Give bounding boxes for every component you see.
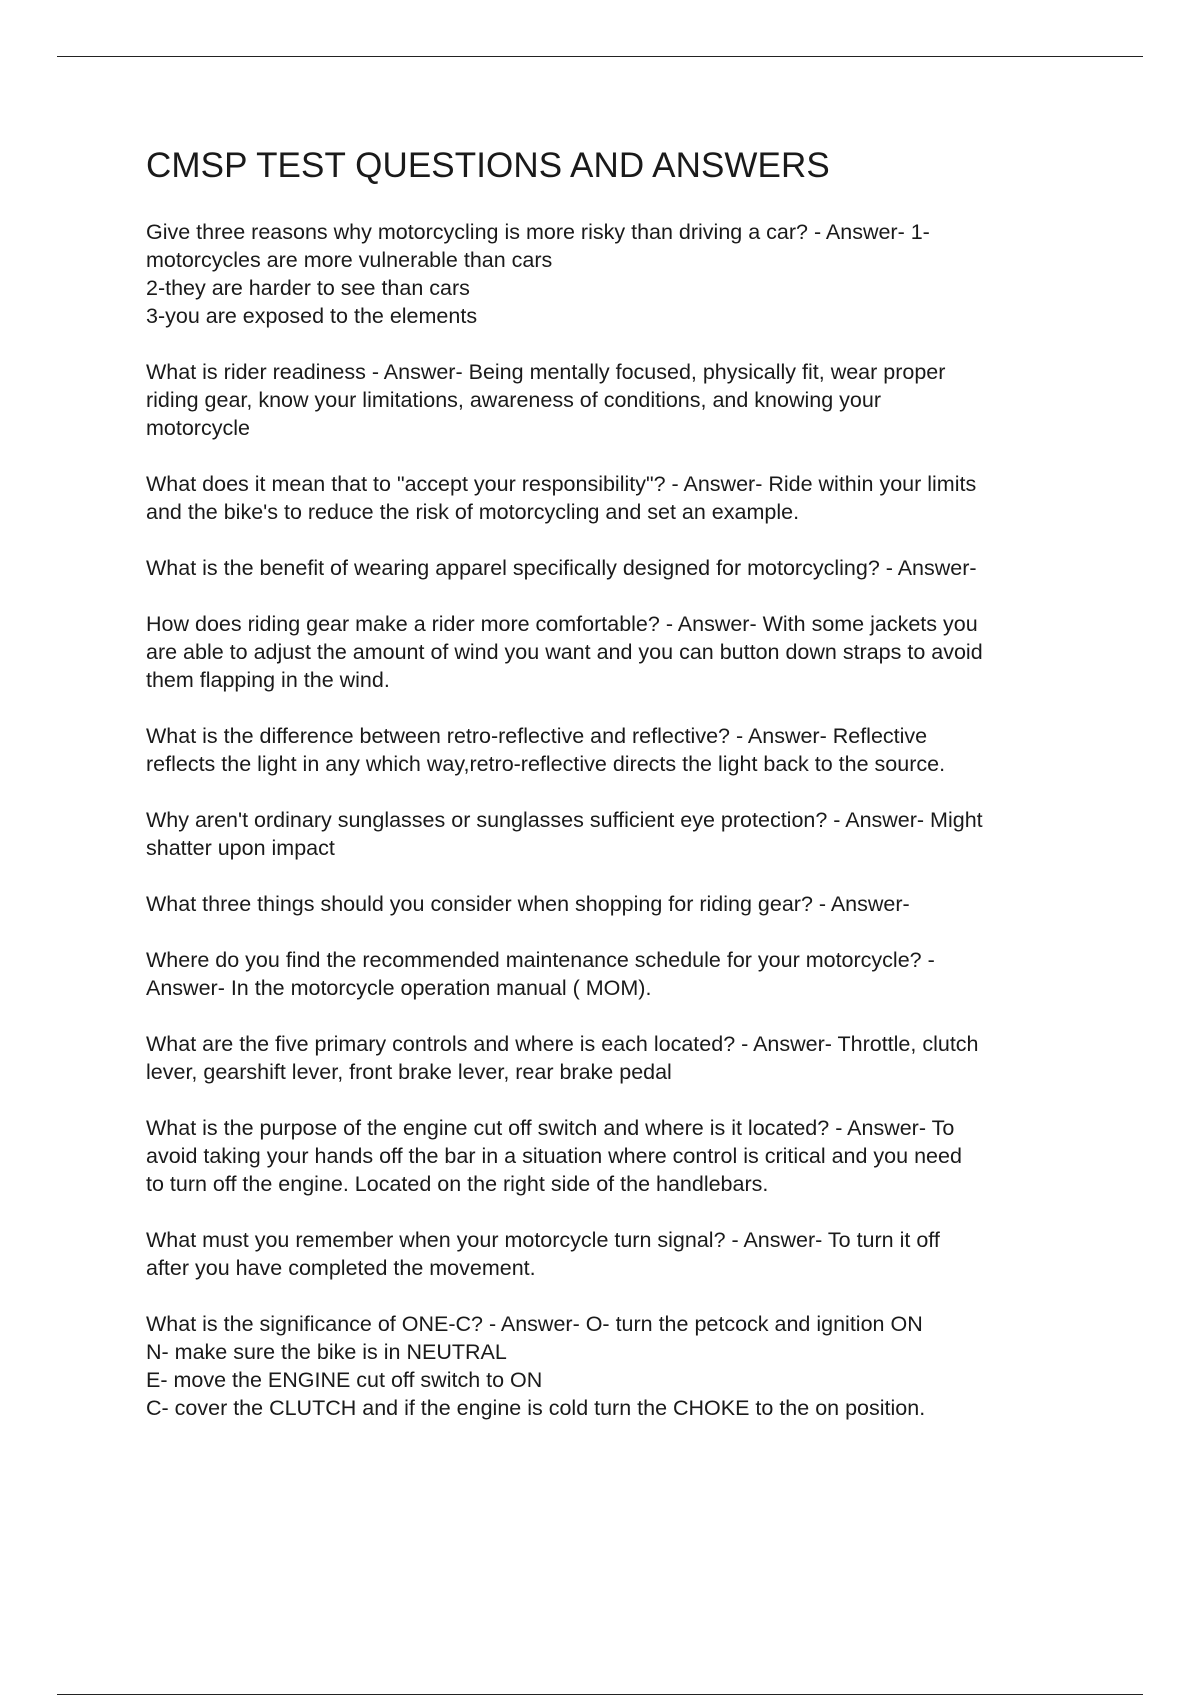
qa-entry xyxy=(146,610,1106,694)
qa-line: riding gear, know your limitations, awareness of conditions, and knowing your xyxy=(146,388,881,412)
qa-line: E- move the ENGINE cut off switch to ON xyxy=(146,1368,543,1392)
qa-line: reflects the light in any which way,retro-reflective directs the light back to the source. xyxy=(146,752,946,776)
qa-line: motorcycles are more vulnerable than cars xyxy=(146,248,553,272)
document-title: CMSP TEST QUESTIONS AND ANSWERS xyxy=(146,146,830,185)
qa-entry xyxy=(146,470,1106,526)
bottom-rule xyxy=(57,1694,1143,1695)
qa-entry xyxy=(146,218,1106,330)
qa-entry xyxy=(146,890,1106,918)
qa-line: What does it mean that to "accept your responsibility"? - Answer- Ride within your limits xyxy=(146,472,977,496)
qa-line: are able to adjust the amount of wind you want and you can button down straps to avoid xyxy=(146,640,983,664)
qa-entry xyxy=(146,1030,1106,1086)
qa-line: and the bike's to reduce the risk of motorcycling and set an example. xyxy=(146,500,800,524)
qa-entry xyxy=(146,946,1106,1002)
qa-line: 3-you are exposed to the elements xyxy=(146,304,478,328)
qa-line: What is the purpose of the engine cut off switch and where is it located? - Answer- To xyxy=(146,1116,955,1140)
qa-line: Give three reasons why motorcycling is more risky than driving a car? - Answer- 1- xyxy=(146,220,930,244)
qa-line: 2-they are harder to see than cars xyxy=(146,276,470,300)
qa-line: lever, gearshift lever, front brake lever, rear brake pedal xyxy=(146,1060,672,1084)
qa-line: avoid taking your hands off the bar in a situation where control is critical and you need xyxy=(146,1144,962,1168)
qa-line: What are the five primary controls and where is each located? - Answer- Throttle, clutch xyxy=(146,1032,979,1056)
top-rule xyxy=(57,56,1143,57)
qa-entry xyxy=(146,722,1106,778)
qa-line: to turn off the engine. Located on the right side of the handlebars. xyxy=(146,1172,769,1196)
qa-line: motorcycle xyxy=(146,416,250,440)
qa-entry xyxy=(146,554,1106,582)
qa-line: C- cover the CLUTCH and if the engine is cold turn the CHOKE to the on position. xyxy=(146,1396,926,1420)
qa-line: Where do you find the recommended maintenance schedule for your motorcycle? - xyxy=(146,948,935,972)
qa-line: What is the difference between retro-reflective and reflective? - Answer- Reflective xyxy=(146,724,928,748)
document-body xyxy=(146,140,1106,1450)
qa-line: after you have completed the movement. xyxy=(146,1256,536,1280)
qa-line: them flapping in the wind. xyxy=(146,668,390,692)
qa-entry xyxy=(146,806,1106,862)
qa-line: N- make sure the bike is in NEUTRAL xyxy=(146,1340,507,1364)
qa-line: Why aren't ordinary sunglasses or sunglasses sufficient eye protection? - Answer- Might xyxy=(146,808,983,832)
qa-line: What is rider readiness - Answer- Being mentally focused, physically fit, wear proper xyxy=(146,360,946,384)
qa-entry xyxy=(146,358,1106,442)
qa-entry xyxy=(146,1226,1106,1282)
qa-line: What is the benefit of wearing apparel specifically designed for motorcycling? - Answer- xyxy=(146,556,977,580)
qa-entry xyxy=(146,1114,1106,1198)
qa-line: How does riding gear make a rider more comfortable? - Answer- With some jackets you xyxy=(146,612,978,636)
qa-line: Answer- In the motorcycle operation manual ( MOM). xyxy=(146,976,652,1000)
qa-line: shatter upon impact xyxy=(146,836,335,860)
qa-line: What must you remember when your motorcycle turn signal? - Answer- To turn it off xyxy=(146,1228,940,1252)
qa-line: What three things should you consider when shopping for riding gear? - Answer- xyxy=(146,892,910,916)
qa-line: What is the significance of ONE-C? - Answer- O- turn the petcock and ignition ON xyxy=(146,1312,923,1336)
qa-entry xyxy=(146,1310,1106,1422)
